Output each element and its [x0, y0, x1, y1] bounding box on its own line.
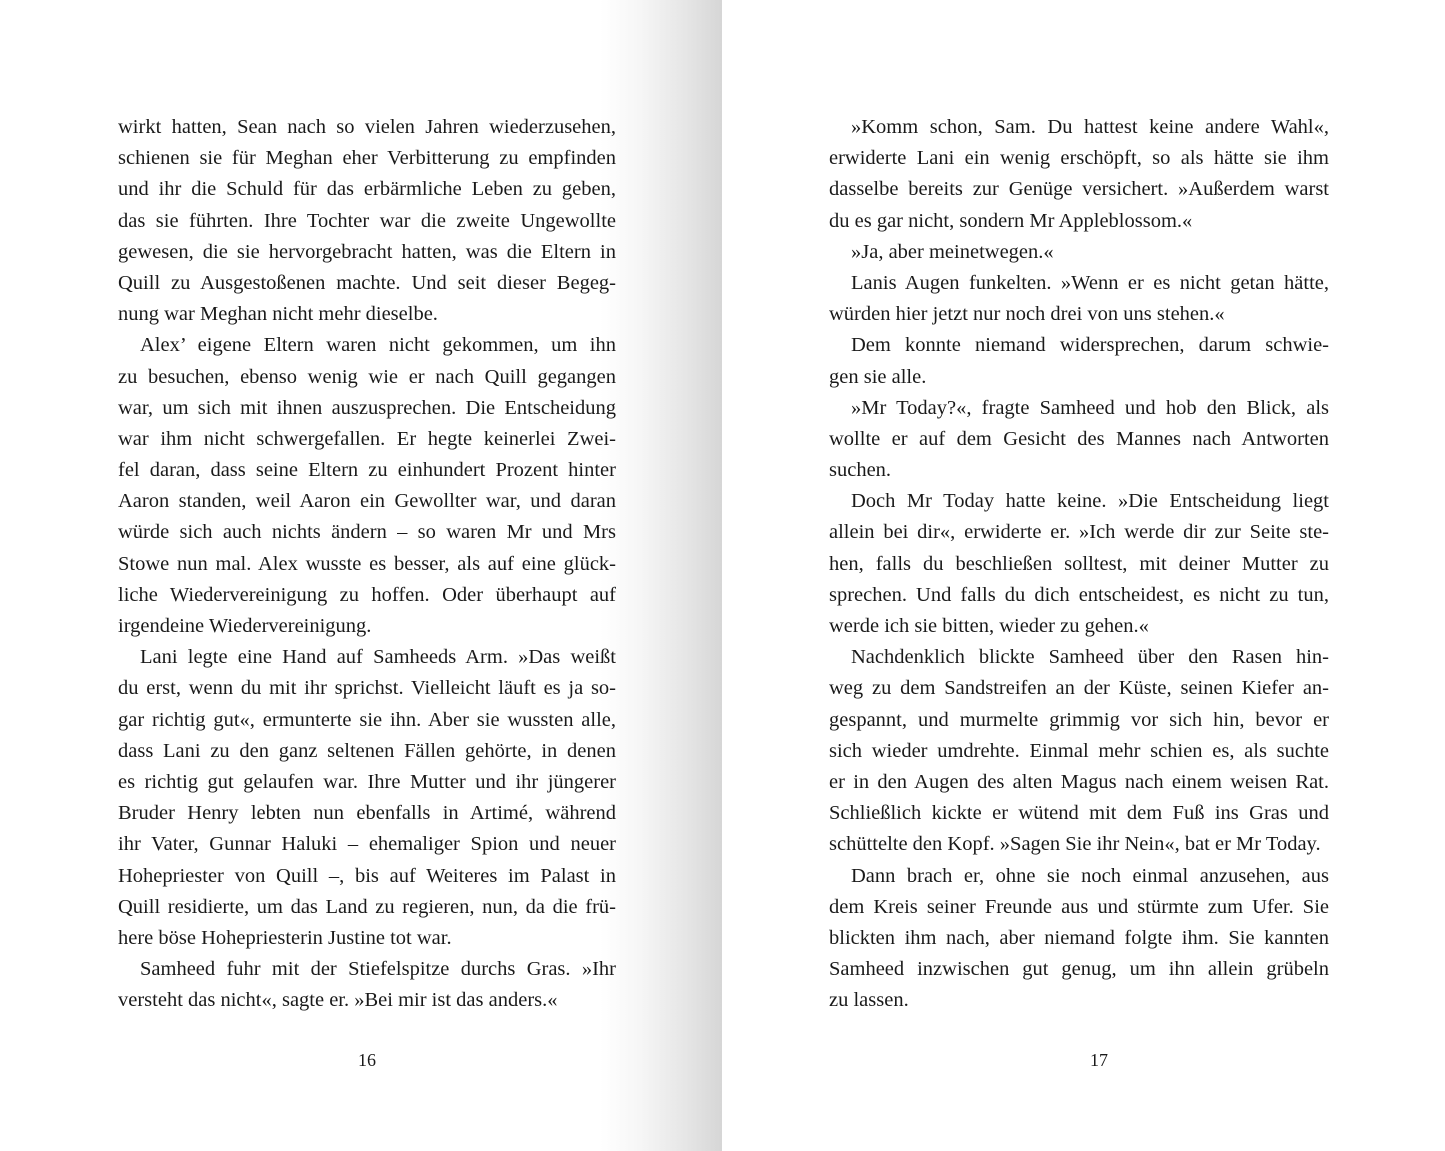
text-line: du erst, wenn du mit ihr sprichst. Vielleicht läuft es ja so-: [118, 677, 616, 700]
text-line: dem Kreis seiner Freunde aus und stürmte zum Ufer. Sie: [829, 895, 1329, 918]
text-line: Dann brach er, ohne sie noch einmal anzusehen, aus: [851, 864, 1329, 887]
right-page-body-text: [829, 112, 1329, 1016]
text-line: liche Wiedervereinigung zu hoffen. Oder überhaupt auf: [118, 583, 616, 606]
text-line: blickten ihm nach, aber niemand folgte ihm. Sie kannten: [829, 926, 1329, 949]
text-line: erwiderte Lani ein wenig erschöpft, so als hätte sie ihm: [829, 147, 1329, 170]
text-line: Quill zu Ausgestoßenen machte. Und seit dieser Begeg-: [118, 271, 616, 294]
text-line: suchen.: [829, 459, 892, 482]
text-line: wollte er auf dem Gesicht des Mannes nach Antworten: [829, 427, 1329, 450]
text-line: »Ja, aber meinetwegen.«: [851, 240, 1054, 263]
text-line: »Komm schon, Sam. Du hattest keine andere Wahl«,: [851, 116, 1329, 138]
right-page-number: 17: [1090, 1050, 1108, 1070]
text-line: war, um sich mit ihnen auszusprechen. Die Entscheidung: [118, 396, 616, 419]
text-line: Bruder Henry lebten nun ebenfalls in Artimé, während: [118, 802, 616, 825]
text-line: nung war Meghan nicht mehr dieselbe.: [118, 303, 438, 326]
text-line: hen, falls du beschließen solltest, mit deiner Mutter zu: [829, 552, 1329, 575]
right-page: [722, 0, 1445, 1151]
text-line: Quill residierte, um das Land zu regieren, nun, da die frü-: [118, 895, 616, 918]
text-line: gespannt, und murmelte grimmig vor sich hin, bevor er: [829, 708, 1329, 731]
text-line: Doch Mr Today hatte keine. »Die Entscheidung liegt: [851, 490, 1329, 513]
text-line: Samheed fuhr mit der Stiefelspitze durchs Gras. »Ihr: [140, 958, 616, 981]
text-line: versteht das nicht«, sagte er. »Bei mir ist das anders.«: [118, 989, 558, 1012]
text-line: dass Lani zu den ganz seltenen Fällen gehörte, in denen: [118, 739, 616, 762]
text-line: weg zu dem Sandstreifen an der Küste, seinen Kiefer an-: [829, 677, 1329, 700]
text-line: sich wieder umdrehte. Einmal mehr schien es, als suchte: [829, 739, 1329, 762]
text-line: gen sie alle.: [829, 365, 927, 388]
text-line: fel daran, dass seine Eltern zu einhundert Prozent hinter: [118, 459, 616, 482]
text-line: dasselbe bereits zur Genüge versichert. »Außerdem warst: [829, 178, 1329, 201]
text-line: Alex’ eigene Eltern waren nicht gekommen, um ihn: [140, 334, 616, 357]
text-line: Hohepriester von Quill –, bis auf Weiteres im Palast in: [118, 864, 616, 887]
text-line: war ihm nicht schwergefallen. Er hegte keinerlei Zwei-: [118, 427, 616, 450]
text-line: du es gar nicht, sondern Mr Appleblossom.«: [829, 209, 1193, 232]
text-line: here böse Hohepriesterin Justine tot war.: [118, 926, 452, 949]
text-line: Stowe nun mal. Alex wusste es besser, als auf eine glück-: [118, 552, 616, 575]
text-line: Aaron standen, weil Aaron ein Gewollter war, und daran: [118, 490, 616, 513]
text-line: »Mr Today?«, fragte Samheed und hob den Blick, als: [851, 396, 1329, 419]
text-line: Lanis Augen funkelten. »Wenn er es nicht getan hätte,: [851, 271, 1329, 294]
text-line: ihr Vater, Gunnar Haluki – ehemaliger Spion und neuer: [118, 833, 616, 856]
text-line: er in den Augen des alten Magus nach einem weisen Rat.: [829, 770, 1329, 793]
text-line: allein bei dir«, erwiderte er. »Ich werde dir zur Seite ste-: [829, 521, 1329, 544]
text-line: zu lassen.: [829, 989, 909, 1012]
text-line: Samheed inzwischen gut genug, um ihn allein grübeln: [829, 958, 1329, 981]
text-line: sprechen. Und falls du dich entscheidest, es nicht zu tun,: [829, 583, 1329, 606]
left-page-number: 16: [358, 1050, 376, 1070]
text-line: gewesen, die sie hervorgebracht hatten, was die Eltern in: [118, 240, 616, 263]
text-line: schienen sie für Meghan eher Verbitterung zu empfinden: [118, 147, 616, 170]
text-line: es richtig gut gelaufen war. Ihre Mutter und ihr jüngerer: [118, 770, 616, 793]
text-line: und ihr die Schuld für das erbärmliche Leben zu geben,: [118, 178, 616, 201]
text-line: das sie führten. Ihre Tochter war die zweite Ungewollte: [118, 209, 616, 232]
text-line: Nachdenklich blickte Samheed über den Rasen hin-: [851, 646, 1329, 669]
text-line: gar richtig gut«, ermunterte sie ihn. Aber sie wussten alle,: [118, 708, 616, 731]
text-line: irgendeine Wiedervereinigung.: [118, 615, 372, 637]
text-line: Lani legte eine Hand auf Samheeds Arm. »Das weißt: [140, 646, 616, 669]
text-line: Dem konnte niemand widersprechen, darum schwie-: [851, 334, 1329, 357]
left-page-body-text: [118, 112, 616, 1016]
text-line: würden hier jetzt nur noch drei von uns stehen.«: [829, 303, 1225, 326]
left-page: [0, 0, 722, 1151]
text-line: werde ich sie bitten, wieder zu gehen.«: [829, 615, 1149, 637]
text-line: würde sich auch nichts ändern – so waren Mr und Mrs: [118, 521, 616, 544]
text-line: wirkt hatten, Sean nach so vielen Jahren wiederzusehen,: [118, 116, 616, 138]
text-line: schüttelte den Kopf. »Sagen Sie ihr Nein«, bat er Mr Today.: [829, 833, 1321, 856]
text-line: zu besuchen, ebenso wenig wie er nach Quill gegangen: [118, 365, 616, 388]
text-line: Schließlich kickte er wütend mit dem Fuß ins Gras und: [829, 802, 1329, 825]
